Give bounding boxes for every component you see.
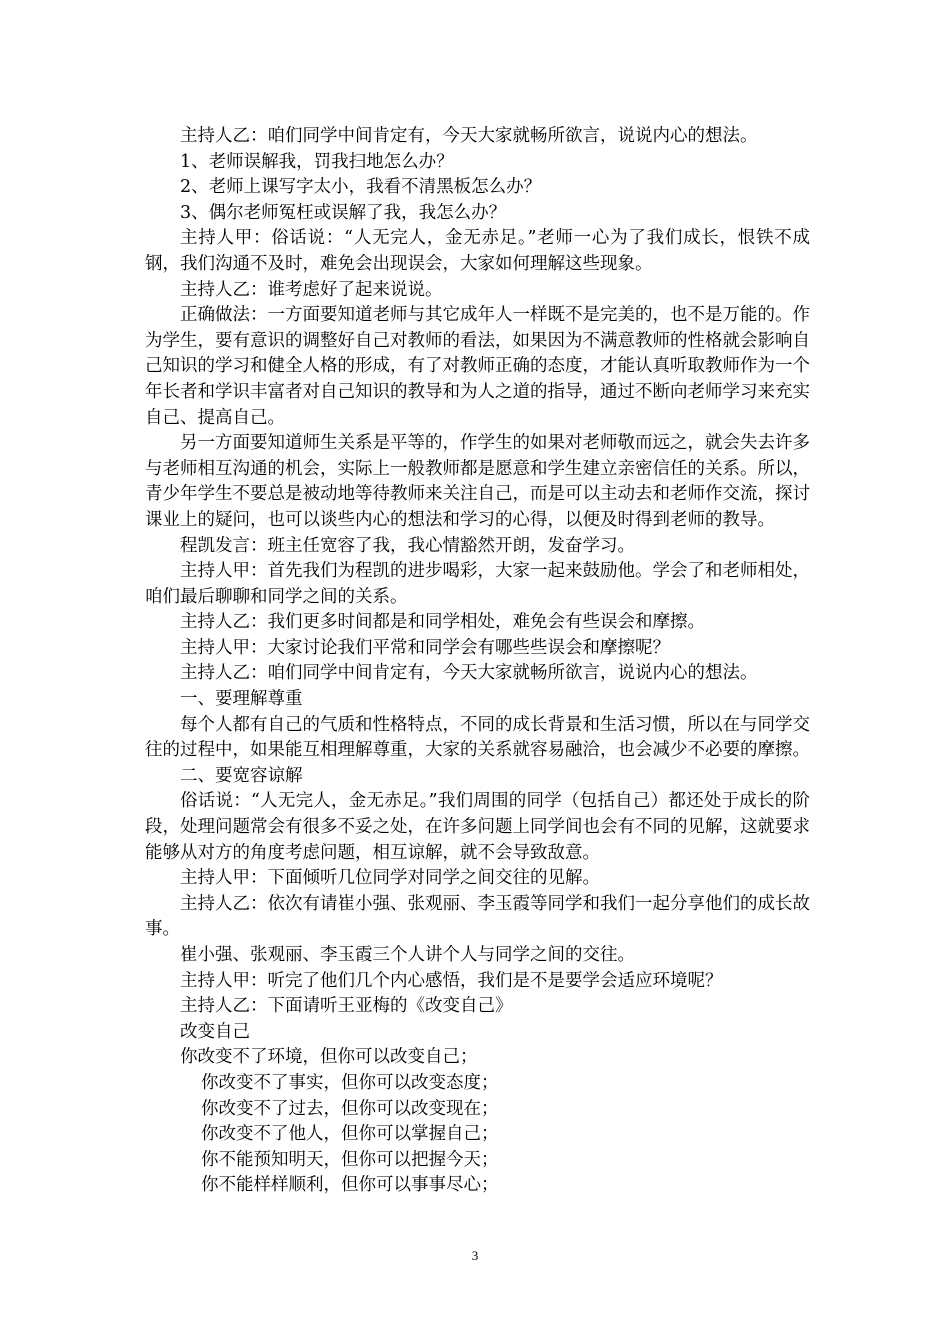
paragraph: 主持人甲：大家讨论我们平常和同学会有哪些些误会和摩擦呢？: [180, 637, 670, 658]
list-item: 2、老师上课写字太小，我看不清黑板怎么办？: [180, 177, 542, 198]
page-number: 3: [471, 1248, 479, 1263]
paragraph: 主持人乙：依次有请崔小强、张观丽、李玉霞等同学和我们一起分享他们的成长故事。: [145, 893, 810, 940]
document-body: [145, 124, 810, 1199]
paragraph: 主持人甲：下面倾听几位同学对同学之间交往的见解。: [180, 868, 600, 889]
poem-line: 你不能样样顺利，但你可以事事尽心；: [201, 1175, 499, 1196]
paragraph: 主持人乙：我们更多时间都是和同学相处，难免会有些误会和摩擦。: [180, 612, 705, 633]
paragraph: 正确做法：一方面要知道老师与其它成年人一样既不是完美的，也不是万能的。作为学生，要有意识的调整好自己对教师的看法，如果因为不满意教师的性格就会影响自己知识的学习和健全人格的形成，有了对教师正确的态度，才能认真听取教师作为一个年长者和学识丰富者对自己知识的教导和为人之道的指导，通过不断向老师学习来充实自己、提高自己。: [145, 305, 810, 428]
poem-line: 你改变不了过去，但你可以改变现在；: [201, 1098, 499, 1119]
paragraph: 另一方面要知道师生关系是平等的，作学生的如果对老师敬而远之，就会失去许多与老师相互沟通的机会，实际上一般教师都是愿意和学生建立亲密信任的关系。所以，青少年学生不要总是被动地等待教师来关注自己，而是可以主动去和老师作交流，探讨课业上的疑问，也可以谈些内心的想法和学习的心得，以便及时得到老师的教导。: [145, 433, 810, 530]
poem-line: 你改变不了事实，但你可以改变态度；: [201, 1072, 499, 1093]
poem-title: 改变自己: [180, 1021, 250, 1042]
list-item: 3、偶尔老师冤枉或误解了我，我怎么办？: [180, 202, 507, 223]
paragraph: 主持人甲：俗话说：“人无完人，金无赤足。”老师一心为了我们成长，恨铁不成钢，我们沟通不及时，难免会出现误会，大家如何理解这些现象。: [145, 228, 810, 274]
paragraph: 崔小强、张观丽、李玉霞三个人讲个人与同学之间的交往。: [180, 945, 635, 965]
paragraph: 主持人乙：咱们同学中间肯定有，今天大家就畅所欲言，说说内心的想法。: [180, 663, 758, 684]
poem-line: 你改变不了他人，但你可以掌握自己；: [201, 1124, 499, 1145]
list-item: 1、老师误解我，罚我扫地怎么办？: [180, 151, 454, 172]
paragraph: 俗话说：“人无完人，金无赤足。”我们周围的同学（包括自己）都还处于成长的阶段，处理问题常会有很多不妥之处，在许多问题上同学间也会有不同的见解，这就要求能够从对方的角度考虑问题，相互谅解，就不会导致敌意。: [145, 791, 810, 863]
section-heading: 一、要理解尊重: [180, 689, 303, 710]
paragraph: 主持人乙：谁考虑好了起来说说。: [180, 279, 443, 300]
paragraph: 程凯发言：班主任宽容了我，我心情豁然开朗，发奋学习。: [180, 535, 635, 556]
poem-line: 你改变不了环境，但你可以改变自己；: [180, 1047, 478, 1068]
paragraph: 主持人甲：听完了他们几个内心感悟，我们是不是要学会适应环境呢？: [180, 970, 723, 991]
paragraph: 主持人乙：下面请听王亚梅的《改变自己》: [180, 996, 513, 1017]
paragraph: 主持人乙：咱们同学中间肯定有，今天大家就畅所欲言，说说内心的想法。: [180, 126, 758, 146]
poem-line: 你不能预知明天，但你可以把握今天；: [201, 1149, 499, 1170]
paragraph: 主持人甲：首先我们为程凯的进步喝彩，大家一起来鼓励他。学会了和老师相处，咱们最后聊聊和同学之间的关系。: [145, 561, 810, 607]
section-heading: 二、要宽容谅解: [180, 765, 303, 786]
paragraph: 每个人都有自己的气质和性格特点，不同的成长背景和生活习惯，所以在与同学交往的过程中，如果能互相理解尊重，大家的关系就容易融洽，也会减少不必要的摩擦。: [145, 714, 810, 761]
